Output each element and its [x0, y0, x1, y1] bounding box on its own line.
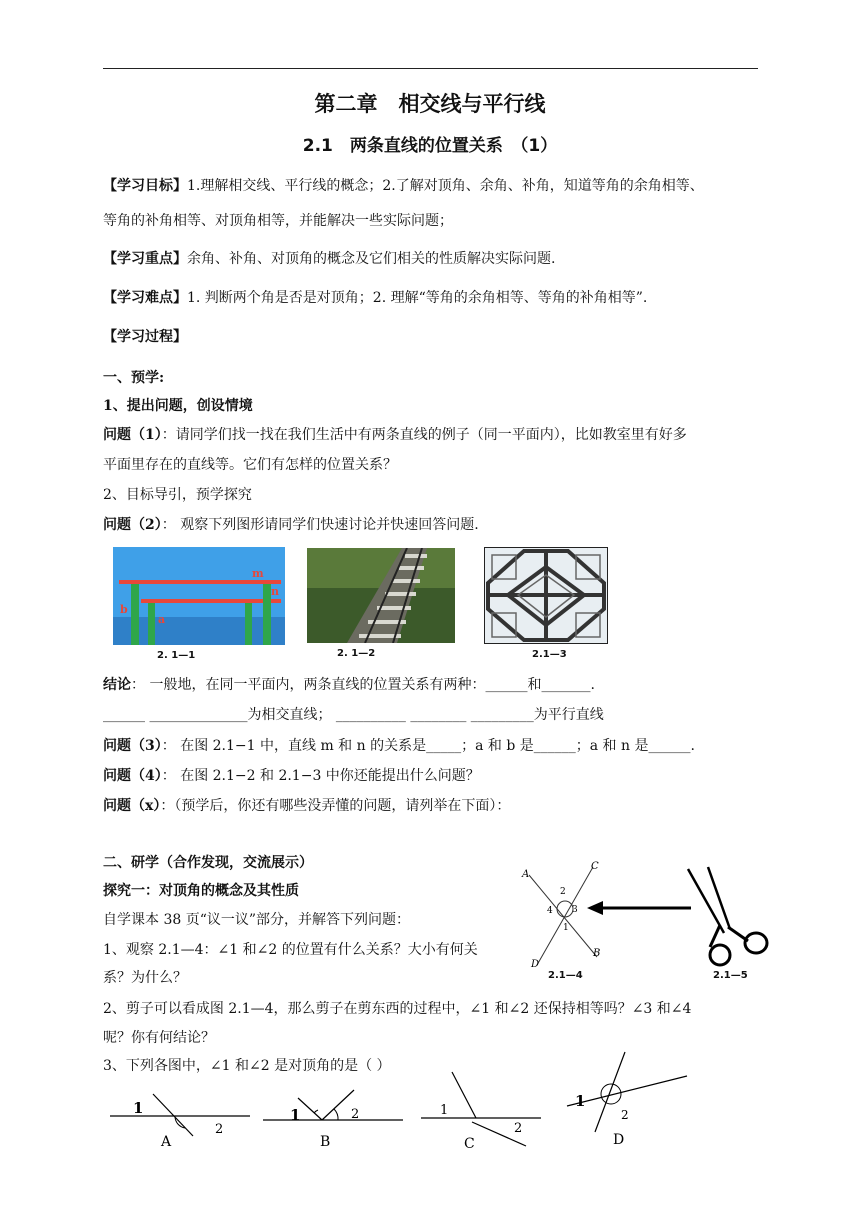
difficulties — [103, 288, 763, 308]
option-a-angle-2: 2 — [215, 1122, 224, 1137]
fig4-angle-2: 2 — [560, 887, 566, 897]
option-b-angle-2: 2 — [351, 1107, 360, 1122]
objectives-line2: 等角的补角相等、对顶角相等，并能解决一些实际问题； — [103, 213, 453, 229]
conclusion-text: ： 一般地，在同一平面内，两条直线的位置关系有两种：______和_______. — [131, 677, 595, 693]
fig1-caption: 2. 1—1 — [157, 650, 196, 661]
study-heading: 二、研学（合作发现，交流展示） — [103, 855, 313, 871]
fig4-angle-4: 4 — [547, 906, 553, 916]
section-title: 2.1 两条直线的位置关系 （1） — [302, 136, 558, 156]
fig4-point-D: D — [531, 959, 540, 970]
option-b-letter: B — [320, 1134, 331, 1150]
qx-text: ：（预学后，你还有哪些没弄懂的问题，请列举在下面）： — [160, 798, 511, 814]
q2-label: 问题（2） — [103, 517, 162, 533]
figure-2-1-3 — [484, 547, 608, 644]
option-c-letter: C — [464, 1136, 475, 1150]
item2-line1: 2、剪子可以看成图 2.1—4，那么剪子在剪东西的过程中，∠1 和∠2 还保持相等吗？∠3 和∠4 — [103, 1001, 692, 1017]
q3 — [103, 736, 763, 756]
item3: 3、下列各图中，∠1 和∠2 是对顶角的是（ ） — [103, 1058, 391, 1074]
pre-sub2: 2、目标导引，预学探究 — [103, 487, 252, 503]
q3-text: ： 在图 2.1−1 中，直线 m 和 n 的关系是_____；a 和 b 是______；a 和 n 是______. — [161, 738, 695, 754]
fig4-point-B: B — [593, 948, 601, 959]
fig1-label-b: b — [120, 603, 128, 616]
q3-label: 问题（3） — [103, 738, 162, 754]
item2-line2: 呢？你有何结论？ — [103, 1030, 215, 1046]
q1-text-1: ：请同学们找一找在我们生活中有两条直线的例子（同一平面内），比如教室里有好多 — [161, 427, 687, 443]
fig4-point-A: A — [522, 869, 530, 880]
option-d-angle-2: 2 — [621, 1108, 629, 1122]
option-d-figure — [565, 1048, 695, 1150]
q4 — [103, 766, 763, 786]
q1-line1 — [103, 425, 763, 445]
q1-label: 问题（1） — [103, 427, 162, 443]
objectives-line1 — [103, 176, 763, 196]
figure-2-1-1 — [113, 547, 285, 645]
fig2-caption: 2. 1—2 — [337, 648, 376, 659]
option-b-angle-1: 1 — [290, 1106, 301, 1124]
qx — [103, 796, 763, 816]
process-label: 【学习过程】 — [103, 329, 187, 345]
arrow-icon — [587, 898, 692, 918]
fig4-point-C: C — [591, 861, 599, 872]
q4-label: 问题（4） — [103, 768, 162, 784]
option-d-angle-1: 1 — [575, 1092, 586, 1110]
fig5-caption: 2.1—5 — [713, 970, 748, 981]
q2-text: ： 观察下列图形请同学们快速讨论并快速回答问题. — [161, 517, 479, 533]
item1-line2: 系？为什么？ — [103, 970, 187, 986]
study-intro: 自学课本 38 页“议一议”部分，并解答下列问题： — [103, 912, 411, 928]
fig3-caption: 2.1—3 — [532, 649, 567, 660]
difficulties-text: 1. 判断两个角是否是对顶角；2. 理解“等角的余角相等、等角的补角相等”. — [187, 290, 648, 306]
qx-label: 问题（x） — [103, 798, 161, 814]
scissors-icon — [680, 865, 775, 970]
q1-line2: 平面里存在的直线等。它们有怎样的位置关系？ — [103, 457, 397, 473]
pre-sub1: 1、提出问题，创设情境 — [103, 398, 253, 414]
header-rule — [103, 68, 758, 69]
conclusion — [103, 675, 763, 695]
fig4-angle-1: 1 — [563, 923, 569, 933]
q4-text: ： 在图 2.1−2 和 2.1−3 中你还能提出什么问题？ — [161, 768, 480, 784]
option-c-figure — [416, 1068, 566, 1150]
figure-2-1-2 — [307, 548, 455, 643]
option-c-angle-1: 1 — [440, 1103, 449, 1118]
key-points-text: 余角、补角、对顶角的概念及它们相关的性质解决实际问题. — [187, 251, 556, 267]
option-a-figure — [105, 1080, 255, 1150]
conclusion-label: 结论 — [103, 677, 131, 693]
option-c-angle-2: 2 — [514, 1121, 523, 1136]
chapter-title: 第二章 相交线与平行线 — [314, 92, 546, 116]
option-a-angle-1: 1 — [133, 1099, 144, 1117]
fig1-label-m: m — [252, 567, 264, 580]
fig4-angle-3: 3 — [572, 905, 578, 915]
option-d-letter: D — [613, 1132, 625, 1148]
fig1-label-n: n — [271, 585, 279, 598]
q2 — [103, 515, 763, 535]
explore1-heading: 探究一：对顶角的概念及其性质 — [103, 883, 299, 899]
option-b-figure — [258, 1080, 408, 1150]
key-points-label: 【学习重点】 — [103, 251, 187, 267]
fig1-label-a: a — [158, 613, 166, 626]
difficulties-label: 【学习难点】 — [103, 290, 187, 306]
objectives-label: 【学习目标】 — [103, 178, 187, 194]
conclusion-line2: ______ ______________为相交直线； __________ ________ _________为平行直线 — [103, 707, 604, 723]
objectives-text-1: 1.理解相交线、平行线的概念；2.了解对顶角、余角、补角，知道等角的余角相等、 — [187, 178, 704, 194]
key-points — [103, 249, 763, 269]
fig4-caption: 2.1—4 — [548, 970, 583, 981]
item1-line1: 1、观察 2.1—4：∠1 和∠2 的位置有什么关系？大小有何关 — [103, 942, 478, 958]
pre-heading: 一、预学: — [103, 370, 165, 386]
option-a-letter: A — [161, 1134, 172, 1150]
